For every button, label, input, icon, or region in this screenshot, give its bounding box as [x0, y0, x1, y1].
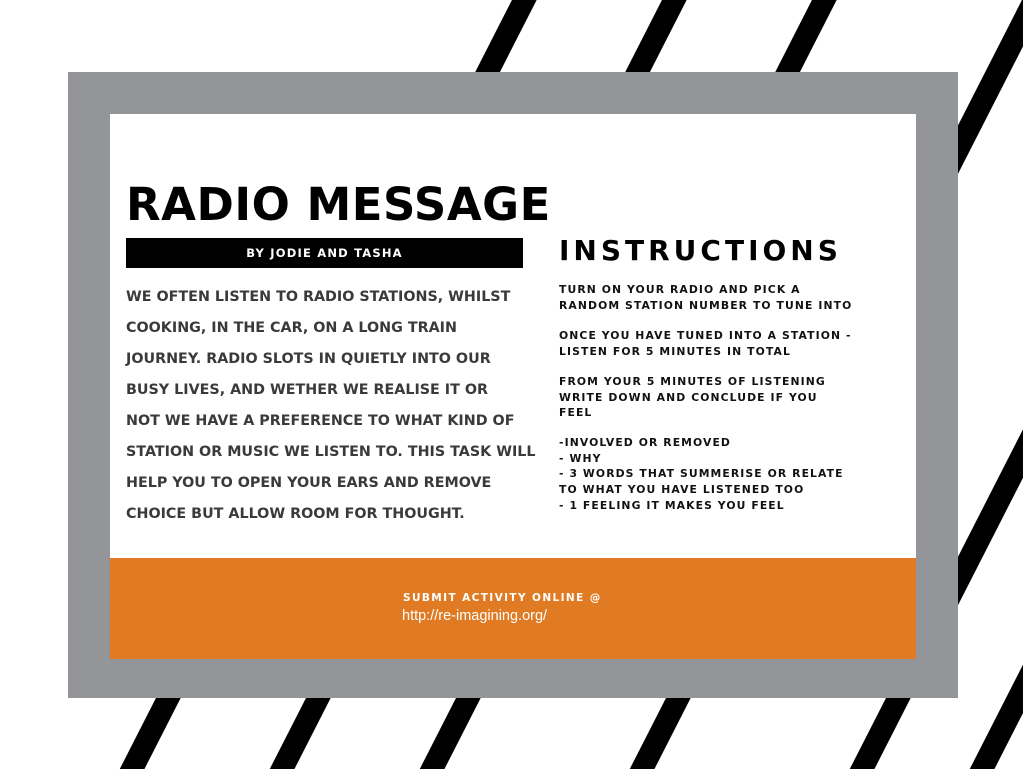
instruction-step: [559, 328, 852, 359]
instruction-line: ONCE YOU HAVE TUNED INTO A STATION -: [559, 329, 852, 342]
submit-url-link[interactable]: http://re-imagining.org/: [402, 608, 548, 624]
instruction-line: -INVOLVED OR REMOVED: [559, 436, 731, 449]
instruction-step: [559, 435, 844, 513]
intro-line: NOT WE HAVE A PREFERENCE TO WHAT KIND OF: [126, 413, 515, 429]
instruction-line: - 1 FEELING IT MAKES YOU FEEL: [559, 498, 785, 512]
instruction-line: TURN ON YOUR RADIO AND PICK A: [559, 283, 801, 296]
intro-line: STATION OR MUSIC WE LISTEN TO. THIS TASK WILL: [126, 444, 536, 460]
instruction-line: WRITE DOWN AND CONCLUDE IF YOU: [559, 390, 818, 404]
instruction-line: FROM YOUR 5 MINUTES OF LISTENING: [559, 375, 826, 388]
byline-bar: BY JODIE AND TASHA: [126, 238, 523, 268]
instruction-line: TO WHAT YOU HAVE LISTENED TOO: [559, 483, 805, 497]
intro-line: JOURNEY. RADIO SLOTS IN QUIETLY INTO OUR: [126, 351, 491, 367]
instruction-step: [559, 282, 852, 313]
instructions-heading: INSTRUCTIONS: [559, 234, 842, 267]
intro-line: COOKING, IN THE CAR, ON A LONG TRAIN: [126, 320, 457, 336]
submit-label: SUBMIT ACTIVITY ONLINE @: [403, 592, 602, 604]
intro-line: CHOICE BUT ALLOW ROOM FOR THOUGHT.: [126, 506, 465, 522]
instruction-line: FEEL: [559, 406, 593, 420]
instruction-line: LISTEN FOR 5 MINUTES IN TOTAL: [559, 344, 791, 358]
page-title: RADIO MESSAGE: [126, 178, 551, 231]
intro-line: BUSY LIVES, AND WETHER WE REALISE IT OR: [126, 382, 489, 398]
intro-paragraph: [126, 283, 556, 531]
instruction-line: RANDOM STATION NUMBER TO TUNE INTO: [559, 298, 853, 312]
intro-line: HELP YOU TO OPEN YOUR EARS AND REMOVE: [126, 475, 492, 491]
instruction-step: [559, 374, 826, 421]
instruction-line: - 3 WORDS THAT SUMMERISE OR RELATE: [559, 467, 844, 481]
instruction-line: - WHY: [559, 451, 602, 465]
intro-line: WE OFTEN LISTEN TO RADIO STATIONS, WHILST: [126, 289, 511, 305]
